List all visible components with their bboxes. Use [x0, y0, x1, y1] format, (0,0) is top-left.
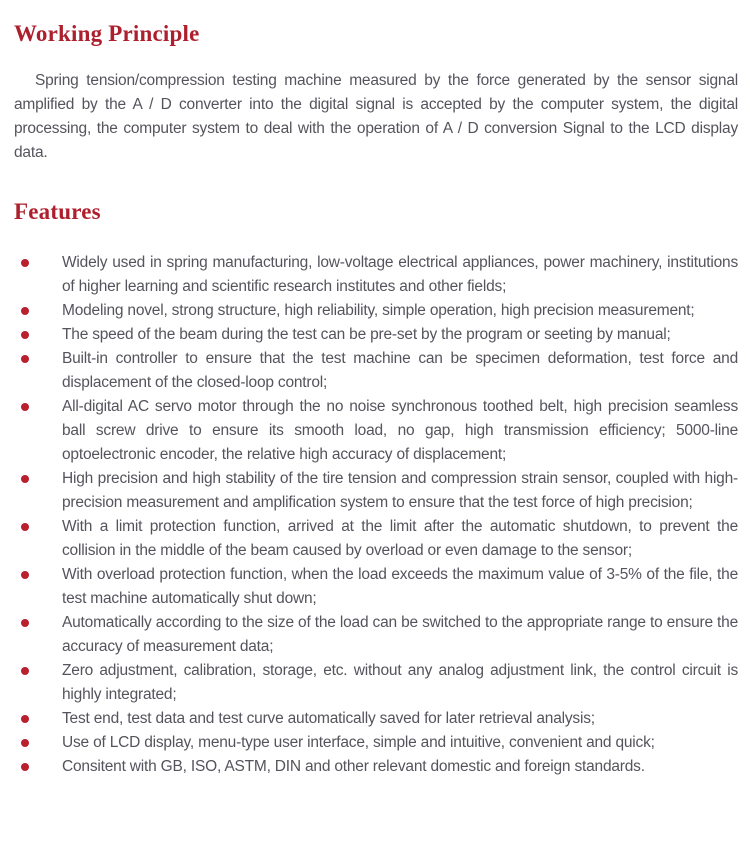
- list-item: [62, 323, 738, 347]
- feature-text: Zero adjustment, calibration, storage, etc. without any analog adjustment link, the control circuit is highly integrated;: [62, 662, 738, 703]
- working-principle-title: Working Principle: [14, 21, 200, 46]
- bullet-icon: [21, 331, 29, 339]
- feature-text: High precision and high stability of the tire tension and compression strain sensor, coupled with high-precision measurement and amplification system to ensure that the test force of high precision;: [62, 470, 738, 511]
- bullet-icon: [21, 307, 29, 315]
- feature-text: With overload protection function, when the load exceeds the maximum value of 3-5% of the file, the test machine automatically shut down;: [62, 566, 738, 607]
- list-item: [62, 731, 738, 755]
- bullet-icon: [21, 763, 29, 771]
- bullet-icon: [21, 403, 29, 411]
- feature-text: Automatically according to the size of the load can be switched to the appropriate range to ensure the accuracy of measurement data;: [62, 614, 738, 655]
- features-title: Features: [14, 199, 101, 224]
- list-item: [62, 467, 738, 515]
- bullet-icon: [21, 355, 29, 363]
- features-list: [14, 251, 738, 779]
- feature-text: Modeling novel, strong structure, high reliability, simple operation, high precision measurement;: [62, 302, 695, 319]
- bullet-icon: [21, 571, 29, 579]
- bullet-icon: [21, 475, 29, 483]
- list-item: [62, 611, 738, 659]
- list-item: [62, 299, 738, 323]
- list-item: [62, 755, 738, 779]
- bullet-icon: [21, 739, 29, 747]
- list-item: [62, 395, 738, 467]
- bullet-icon: [21, 715, 29, 723]
- working-principle-paragraph: Spring tension/compression testing machine measured by the force generated by the sensor signal amplified by the A / D converter into the digital signal is accepted by the computer system, the digital processing, the computer system to deal with the operation of A / D conversion Signal to the LCD display data.: [14, 72, 738, 161]
- feature-text: Use of LCD display, menu-type user interface, simple and intuitive, convenient and quick;: [62, 734, 655, 751]
- list-item: [62, 707, 738, 731]
- feature-text: The speed of the beam during the test can be pre-set by the program or seeting by manual;: [62, 326, 671, 343]
- list-item: [62, 659, 738, 707]
- bullet-icon: [21, 667, 29, 675]
- feature-text: Widely used in spring manufacturing, low-voltage electrical appliances, power machinery, institutions of higher learning and scientific research institutes and other fields;: [62, 254, 738, 295]
- feature-text: Consitent with GB, ISO, ASTM, DIN and other relevant domestic and foreign standards.: [62, 758, 645, 775]
- feature-text: Test end, test data and test curve automatically saved for later retrieval analysis;: [62, 710, 595, 727]
- list-item: [62, 515, 738, 563]
- feature-text: With a limit protection function, arrived at the limit after the automatic shutdown, to prevent the collision in the middle of the beam caused by overload or even damage to the sensor;: [62, 518, 738, 559]
- bullet-icon: [21, 259, 29, 267]
- list-item: [62, 563, 738, 611]
- list-item: [62, 251, 738, 299]
- feature-text: All-digital AC servo motor through the no noise synchronous toothed belt, high precision seamless ball screw drive to ensure its smooth load, no gap, high transmission efficiency; 5000-line optoelectronic encoder, the relative high accuracy of displacement;: [62, 398, 738, 463]
- list-item: [62, 347, 738, 395]
- bullet-icon: [21, 523, 29, 531]
- feature-text: Built-in controller to ensure that the test machine can be specimen deformation, test force and displacement of the closed-loop control;: [62, 350, 738, 391]
- bullet-icon: [21, 619, 29, 627]
